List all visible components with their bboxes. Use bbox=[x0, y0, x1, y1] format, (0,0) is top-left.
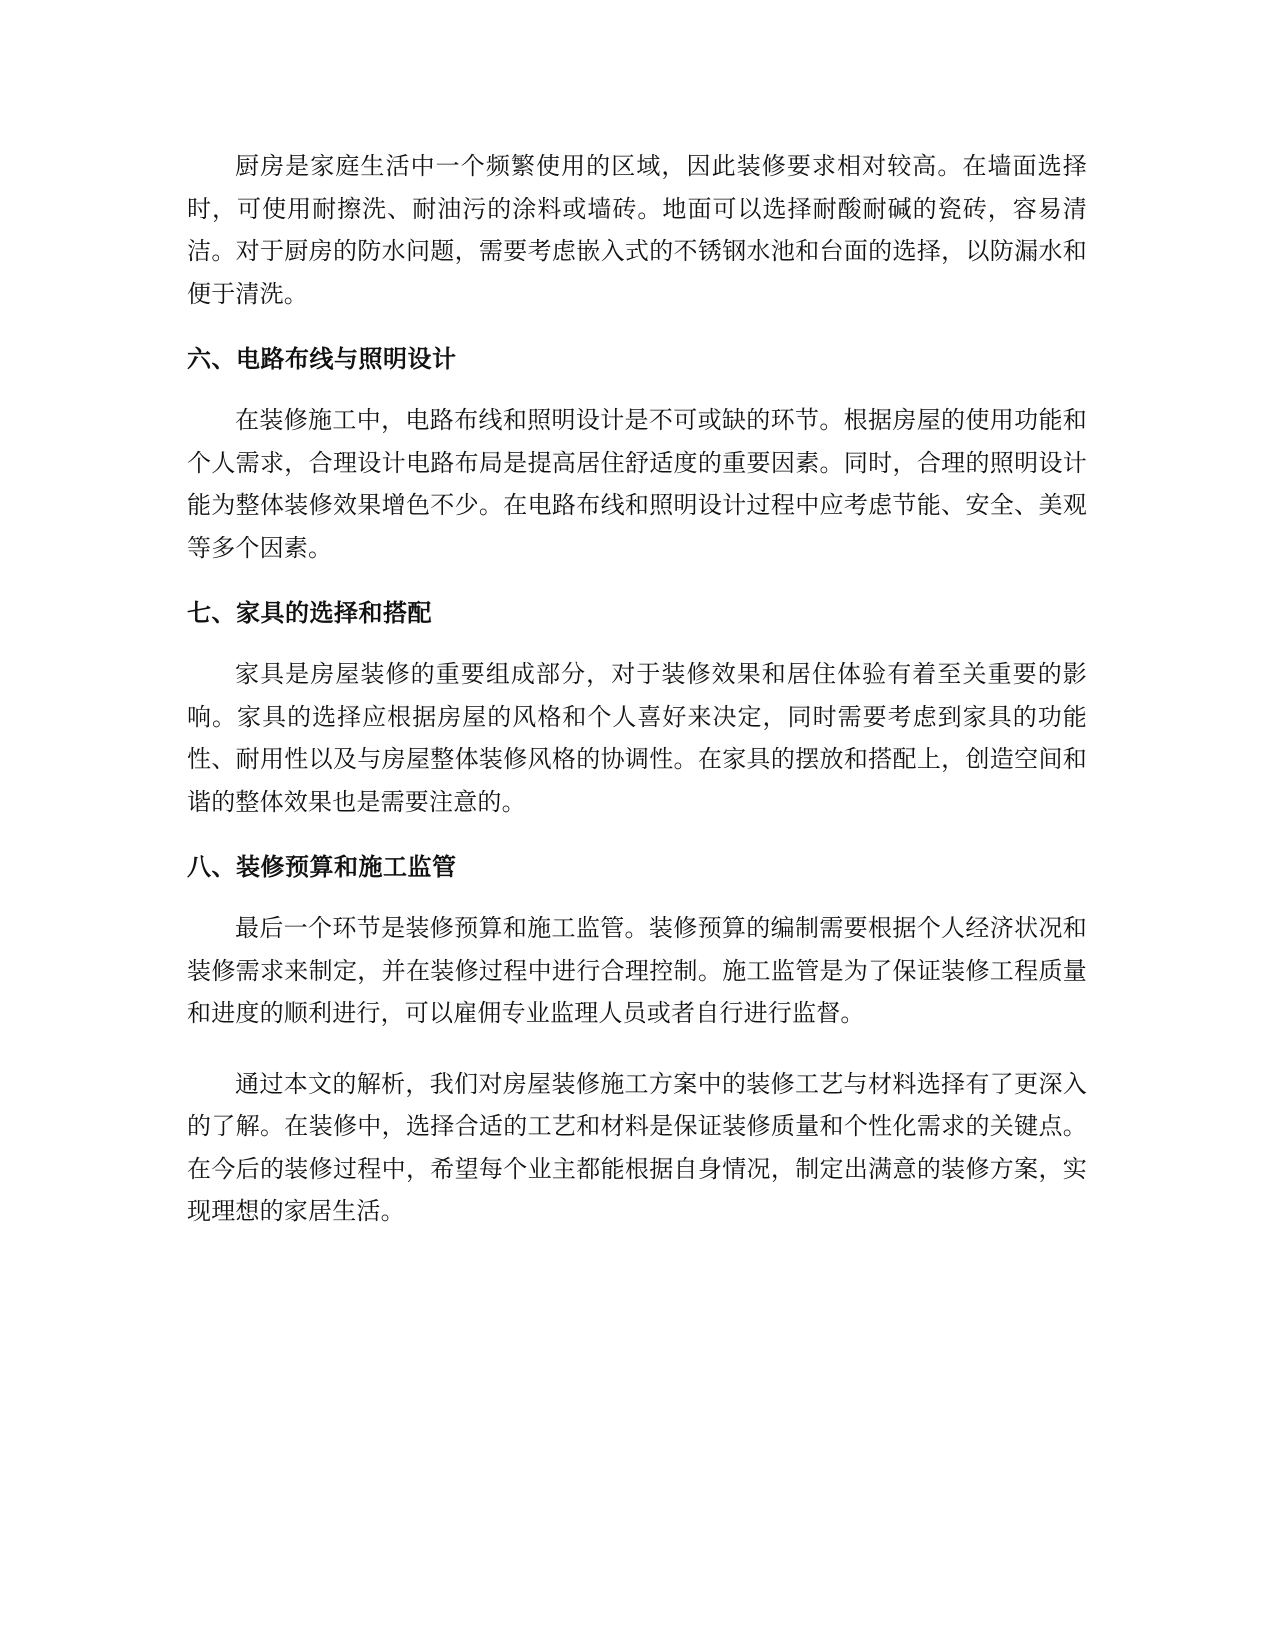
heading-section-six: 六、电路布线与照明设计 bbox=[187, 345, 457, 373]
paragraph-furniture: 家具是房屋装修的重要组成部分，对于装修效果和居住体验有着至关重要的影响。家具的选择应根据房屋的风格和个人喜好来决定，同时需要考虑到家具的功能性、耐用性以及与房屋整体装修风格的协调性。在家具的摆放和搭配上，创造空间和谐的整体效果也是需要注意的。 bbox=[187, 660, 1087, 816]
heading-section-eight: 八、装修预算和施工监管 bbox=[187, 853, 457, 881]
heading-section-seven: 七、家具的选择和搭配 bbox=[187, 599, 432, 627]
document-page bbox=[187, 145, 1087, 1261]
paragraph-budget: 最后一个环节是装修预算和施工监管。装修预算的编制需要根据个人经济状况和装修需求来制定，并在装修过程中进行合理控制。施工监管是为了保证装修工程质量和进度的顺利进行，可以雇佣专业监理人员或者自行进行监督。 bbox=[187, 914, 1087, 1027]
paragraph-conclusion: 通过本文的解析，我们对房屋装修施工方案中的装修工艺与材料选择有了更深入的了解。在装修中，选择合适的工艺和材料是保证装修质量和个性化需求的关键点。在今后的装修过程中，希望每个业主都能根据自身情况，制定出满意的装修方案，实现理想的家居生活。 bbox=[187, 1069, 1087, 1225]
paragraph-wiring: 在装修施工中，电路布线和照明设计是不可或缺的环节。根据房屋的使用功能和个人需求，合理设计电路布局是提高居住舒适度的重要因素。同时，合理的照明设计能为整体装修效果增色不少。在电路布线和照明设计过程中应考虑节能、安全、美观等多个因素。 bbox=[187, 406, 1087, 562]
paragraph-kitchen: 厨房是家庭生活中一个频繁使用的区域，因此装修要求相对较高。在墙面选择时，可使用耐擦洗、耐油污的涂料或墙砖。地面可以选择耐酸耐碱的瓷砖，容易清洁。对于厨房的防水问题，需要考虑嵌入式的不锈钢水池和台面的选择，以防漏水和便于清洗。 bbox=[187, 152, 1087, 308]
